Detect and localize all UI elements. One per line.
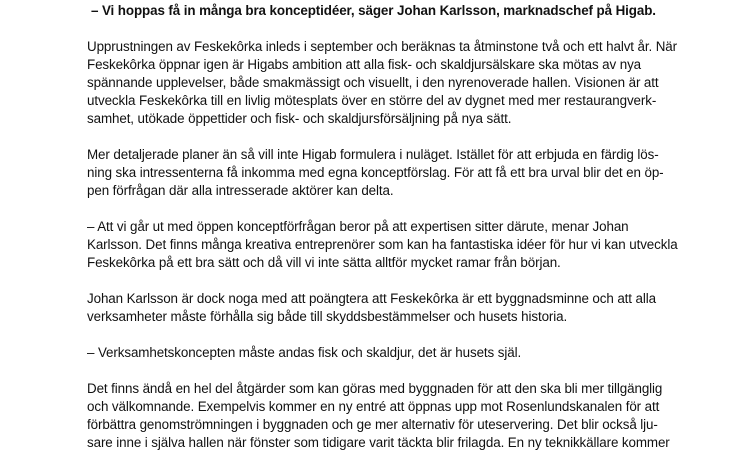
paragraph-line: spännande upplevelser, både smakmässigt och visuellt, i den nyrenoverade hallen. Visionen är att (87, 75, 659, 90)
headline-quote-text: – Vi hoppas få in många bra konceptidéer, säger Johan Karlsson, marknadschef på Higab. (91, 3, 656, 18)
paragraph-expertise-quote (87, 218, 687, 272)
paragraph-line: – Verksamhetskoncepten måste andas fisk och skaldjur, det är husets själ. (87, 345, 522, 360)
paragraph-line: Karlsson. Det finns många kreativa entreprenörer som kan ha fantastiska idéer för hur vi kan utveckla (87, 237, 678, 252)
paragraph-line: och välkomnande. Exempelvis kommer en ny entré att öppnas upp mot Rosenlundskanalen för att (87, 399, 660, 414)
paragraph-line: utveckla Feskekôrka till en livlig mötesplats över en större del av dygnet med mer restaurangverk- (87, 93, 657, 108)
paragraph-line: ning ska intressenterna få inkomma med egna konceptförslag. För att få ett bra urval blir det en öp- (87, 165, 664, 180)
paragraph-line: samhet, utökade öppettider och fisk- och skaldjursförsäljning på nya sätt. (87, 111, 512, 126)
paragraph-heritage (87, 290, 687, 326)
paragraph-line: Det finns ändå en hel del åtgärder som kan göras med byggnaden för att den ska bli mer tillgänglig (87, 381, 663, 396)
paragraph-line: Upprustningen av Feskekôrka inleds i september och beräknas ta åtminstone två och ett halvt år. När (87, 39, 678, 54)
paragraph-line: förbättra genomströmningen i byggnaden och ge mer alternativ för uteservering. Det blir också lju- (87, 417, 658, 432)
paragraph-line: sare inne i själva hallen när fönster som tidigare varit täckta blir frilagda. En ny teknikkällare kommer (87, 435, 670, 450)
paragraph-line: Johan Karlsson är dock noga med att poängtera att Feskekôrka är ett byggnadsminne och att alla (87, 291, 656, 306)
paragraph-renovation-vision (87, 38, 687, 128)
article-body (87, 2, 687, 470)
paragraph-line: Mer detaljerade planer än så vill inte Higab formulera i nuläget. Istället för att erbjuda en färdig lös- (87, 147, 659, 162)
paragraph-line: verksamheter måste förhålla sig både till skyddsbestämmelser och husets historia. (87, 309, 568, 324)
paragraph-line: Feskekôrka på ett bra sätt och då vill vi inte sätta alltför mycket ramar från början. (87, 255, 561, 270)
paragraph-concept-request (87, 146, 687, 200)
headline-quote (87, 2, 687, 20)
paragraph-accessibility (87, 380, 687, 452)
paragraph-line: pen förfrågan där alla intresserade aktörer kan delta. (87, 183, 394, 198)
paragraph-line: – Att vi går ut med öppen konceptförfrågan beror på att expertisen sitter därute, menar Johan (87, 219, 629, 234)
paragraph-soul-quote (87, 344, 687, 362)
paragraph-line: Feskekôrka öppnar igen är Higabs ambition att alla fisk- och skaldjursälskare ska mötas av nya (87, 57, 642, 72)
